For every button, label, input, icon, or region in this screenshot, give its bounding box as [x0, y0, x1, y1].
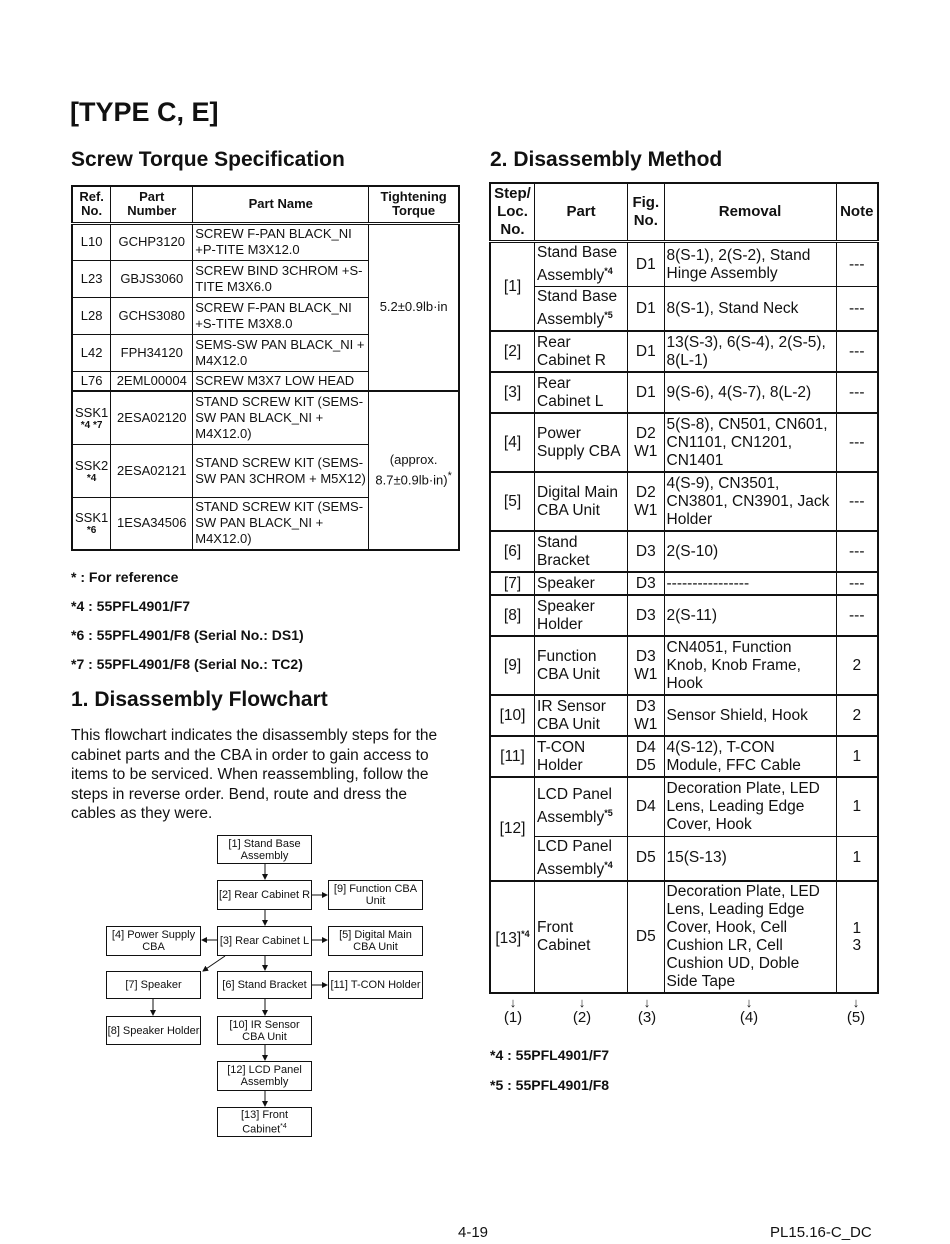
fig-no: D3 — [628, 595, 664, 636]
part-number: 2ESA02121 — [111, 444, 193, 497]
note: --- — [836, 413, 878, 472]
part-number: 1ESA34506 — [111, 497, 193, 550]
ref-note: *6 — [86, 525, 97, 537]
torque-heading: Screw Torque Specification — [71, 148, 345, 171]
part-number: 2EML00004 — [111, 371, 193, 391]
part-number: FPH34120 — [111, 334, 193, 371]
table-row — [490, 472, 878, 531]
note: 1 — [836, 777, 878, 836]
torque-header-torque: Tightening Torque — [369, 186, 459, 223]
torque-value: (approx. 8.7±0.9lb·in)* — [369, 391, 459, 550]
part: Stand Base Assembly$^{*4}$ — [535, 242, 628, 287]
part-number: GCHS3080 — [111, 297, 193, 334]
removal: Decoration Plate, LED Lens, Leading Edge Cover, Hook, Cell Cushion LR, Cell Cushion UD, Doble Side Tape — [664, 881, 836, 993]
removal: ---------------- — [664, 572, 836, 595]
part-name: STAND SCREW KIT (SEMS-SW PAN BLACK_NI + M4X12.0) — [193, 391, 369, 444]
note-line: * : For reference — [71, 569, 179, 585]
part: Stand Bracket — [535, 531, 628, 572]
ref-no: L28 — [72, 297, 111, 334]
part-name: SEMS-SW PAN BLACK_NI + M4X12.0 — [193, 334, 369, 371]
part-name: SCREW BIND 3CHROM +S-TITE M3X6.0 — [193, 260, 369, 297]
table-row — [490, 287, 878, 332]
column-number: ↓ (4) — [739, 995, 759, 1026]
step-no: [3] — [490, 372, 535, 413]
note: --- — [836, 472, 878, 531]
removal: Decoration Plate, LED Lens, Leading Edge Cover, Hook — [664, 777, 836, 836]
part: T-CON Holder — [535, 736, 628, 777]
removal: 15(S-13) — [664, 836, 836, 881]
ref-no: L23 — [72, 260, 111, 297]
fig-no: D3 — [628, 531, 664, 572]
part-name: STAND SCREW KIT (SEMS-SW PAN BLACK_NI + M4X12.0) — [193, 497, 369, 550]
fig-no: D3 W1 — [628, 636, 664, 695]
torque-header-name: Part Name — [193, 186, 369, 223]
part-name: STAND SCREW KIT (SEMS-SW PAN 3CHROM + M5X12) — [193, 444, 369, 497]
note: --- — [836, 372, 878, 413]
removal: 4(S-12), T-CON Module, FFC Cable — [664, 736, 836, 777]
ref-no: L42 — [72, 334, 111, 371]
ref-no: SSK1 *4 *7 — [72, 391, 111, 444]
method-heading: 2. Disassembly Method — [490, 148, 723, 171]
note: --- — [836, 287, 878, 332]
part-number: 2ESA02120 — [111, 391, 193, 444]
flow-box-stand-base: [1] Stand Base Assembly — [217, 835, 312, 864]
note: 1 3 — [836, 881, 878, 993]
flowchart-description: This flowchart indicates the disassembly steps for the cabinet parts and the CBA in order to gain access to items to be serviced. When reassembling, follow the steps in reverse order. Bend, route and dress the cables as they were. — [71, 727, 438, 822]
step-no: [4] — [490, 413, 535, 472]
flow-box-power-supply: [4] Power Supply CBA — [106, 926, 201, 956]
removal: Sensor Shield, Hook — [664, 695, 836, 736]
fig-no: D1 — [628, 372, 664, 413]
note: --- — [836, 531, 878, 572]
method-header-note: Note — [836, 183, 878, 242]
step-no: [6] — [490, 531, 535, 572]
part: Power Supply CBA — [535, 413, 628, 472]
removal: 8(S-1), Stand Neck — [664, 287, 836, 332]
fig-no: D5 — [628, 881, 664, 993]
flow-box-digital-main: [5] Digital Main CBA Unit — [328, 926, 423, 956]
step-no: [7] — [490, 572, 535, 595]
ref-no: L76 — [72, 371, 111, 391]
table-row — [490, 736, 878, 777]
method-header-step: Step/ Loc. No. — [490, 183, 535, 242]
table-row — [490, 595, 878, 636]
table-row — [490, 572, 878, 595]
doc-code: PL15.16-C_DC — [770, 1224, 872, 1241]
column-number: ↓ (3) — [637, 995, 657, 1026]
step-no: $[13]^{*4}$ — [490, 881, 535, 993]
column-number: ↓ (2) — [572, 995, 592, 1026]
removal: CN4051, Function Knob, Knob Frame, Hook — [664, 636, 836, 695]
table-row — [490, 531, 878, 572]
part: IR Sensor CBA Unit — [535, 695, 628, 736]
part: Rear Cabinet R — [535, 331, 628, 372]
fig-no: D3 — [628, 572, 664, 595]
table-row — [490, 636, 878, 695]
flow-box-speaker-holder: [8] Speaker Holder — [106, 1016, 201, 1045]
part: Function CBA Unit — [535, 636, 628, 695]
fig-no: D1 — [628, 287, 664, 332]
step-no: [12] — [490, 777, 535, 881]
torque-value: 5.2±0.9lb·in — [369, 223, 459, 391]
part: Speaker — [535, 572, 628, 595]
removal: 5(S-8), CN501, CN601, CN1101, CN1201, CN1401 — [664, 413, 836, 472]
note: 1 — [836, 836, 878, 881]
method-header-fig: Fig. No. — [628, 183, 664, 242]
fig-no: D5 — [628, 836, 664, 881]
arrow — [203, 956, 225, 971]
page-title: [TYPE C, E] — [70, 97, 219, 127]
fig-no: D1 — [628, 242, 664, 287]
part-number: GBJS3060 — [111, 260, 193, 297]
table-row — [490, 242, 878, 287]
step-no: [9] — [490, 636, 535, 695]
step-no: [1] — [490, 242, 535, 332]
flow-box-rear-cabinet-r: [2] Rear Cabinet R — [217, 880, 312, 910]
fig-no: D2 W1 — [628, 472, 664, 531]
ref-note: *4 *7 — [80, 419, 103, 431]
removal: 8(S-1), 2(S-2), Stand Hinge Assembly — [664, 242, 836, 287]
method-header-removal: Removal — [664, 183, 836, 242]
step-no: [2] — [490, 331, 535, 372]
table-row — [490, 413, 878, 472]
part: Stand Base Assembly$^{*5}$ — [535, 287, 628, 332]
removal: 2(S-10) — [664, 531, 836, 572]
note: 2 — [836, 695, 878, 736]
removal: 13(S-3), 6(S-4), 2(S-5), 8(L-1) — [664, 331, 836, 372]
part: LCD Panel Assembly$^{*4}$ — [535, 836, 628, 881]
note-line: *4 : 55PFL4901/F7 — [490, 1047, 610, 1063]
flow-box-front-cabinet: [13] Front Cabinet$^{*4}$ — [217, 1107, 312, 1137]
flow-box-rear-cabinet-l: [3] Rear Cabinet L — [217, 926, 312, 956]
part-name: SCREW M3X7 LOW HEAD — [193, 371, 369, 391]
step-no: [8] — [490, 595, 535, 636]
flow-box-lcd-panel: [12] LCD Panel Assembly — [217, 1061, 312, 1091]
note: --- — [836, 595, 878, 636]
part: Rear Cabinet L — [535, 372, 628, 413]
removal: 9(S-6), 4(S-7), 8(L-2) — [664, 372, 836, 413]
fig-no: D1 — [628, 331, 664, 372]
ref-no: SSK2 *4 — [72, 444, 111, 497]
step-no: [5] — [490, 472, 535, 531]
table-row — [490, 372, 878, 413]
part-name: SCREW F-PAN BLACK_NI +S-TITE M3X8.0 — [193, 297, 369, 334]
flow-box-function-cba: [9] Function CBA Unit — [328, 880, 423, 910]
note: --- — [836, 572, 878, 595]
column-number: ↓ (5) — [846, 995, 866, 1026]
flowchart-heading: 1. Disassembly Flowchart — [71, 688, 328, 711]
page-number: 4-19 — [458, 1224, 489, 1241]
flow-box-stand-bracket: [6] Stand Bracket — [217, 971, 312, 999]
note-line: *5 : 55PFL4901/F8 — [490, 1077, 610, 1093]
table-row — [490, 881, 878, 993]
part: Front Cabinet — [535, 881, 628, 993]
method-header-part: Part — [535, 183, 628, 242]
note: --- — [836, 331, 878, 372]
fig-no: D4 — [628, 777, 664, 836]
step-no: [11] — [490, 736, 535, 777]
fig-no: D4 D5 — [628, 736, 664, 777]
notes-right — [490, 1047, 609, 1107]
part: Digital Main CBA Unit — [535, 472, 628, 531]
fig-no: D3 W1 — [628, 695, 664, 736]
torque-header-ref: Ref. No. — [72, 186, 111, 223]
fig-no: D2 W1 — [628, 413, 664, 472]
removal: 2(S-11) — [664, 595, 836, 636]
part-number: GCHP3120 — [111, 223, 193, 260]
column-number: ↓ (1) — [503, 995, 523, 1026]
note: 2 — [836, 636, 878, 695]
flow-box-speaker: [7] Speaker — [106, 971, 201, 999]
note-line: *4 : 55PFL4901/F7 — [71, 598, 191, 614]
note: --- — [836, 242, 878, 287]
ref-no: L10 — [72, 223, 111, 260]
removal: 4(S-9), CN3501, CN3801, CN3901, Jack Holder — [664, 472, 836, 531]
flow-box-tcon-holder: [11] T-CON Holder — [328, 971, 423, 999]
torque-header-part: Part Number — [111, 186, 193, 223]
part: LCD Panel Assembly$^{*5}$ — [535, 777, 628, 836]
note-line: *7 : 55PFL4901/F8 (Serial No.: TC2) — [71, 656, 303, 672]
part: Speaker Holder — [535, 595, 628, 636]
part-name: SCREW F-PAN BLACK_NI +P-TITE M3X12.0 — [193, 223, 369, 260]
table-row — [490, 331, 878, 372]
flow-box-ir-sensor: [10] IR Sensor CBA Unit — [217, 1016, 312, 1045]
table-row — [490, 836, 878, 881]
method-table — [489, 182, 879, 994]
note-line: *6 : 55PFL4901/F8 (Serial No.: DS1) — [71, 627, 304, 643]
table-row — [490, 777, 878, 836]
step-no: [10] — [490, 695, 535, 736]
table-row — [490, 695, 878, 736]
ref-note: *4 — [86, 472, 97, 484]
ref-no: SSK1 *6 — [72, 497, 111, 550]
note: 1 — [836, 736, 878, 777]
